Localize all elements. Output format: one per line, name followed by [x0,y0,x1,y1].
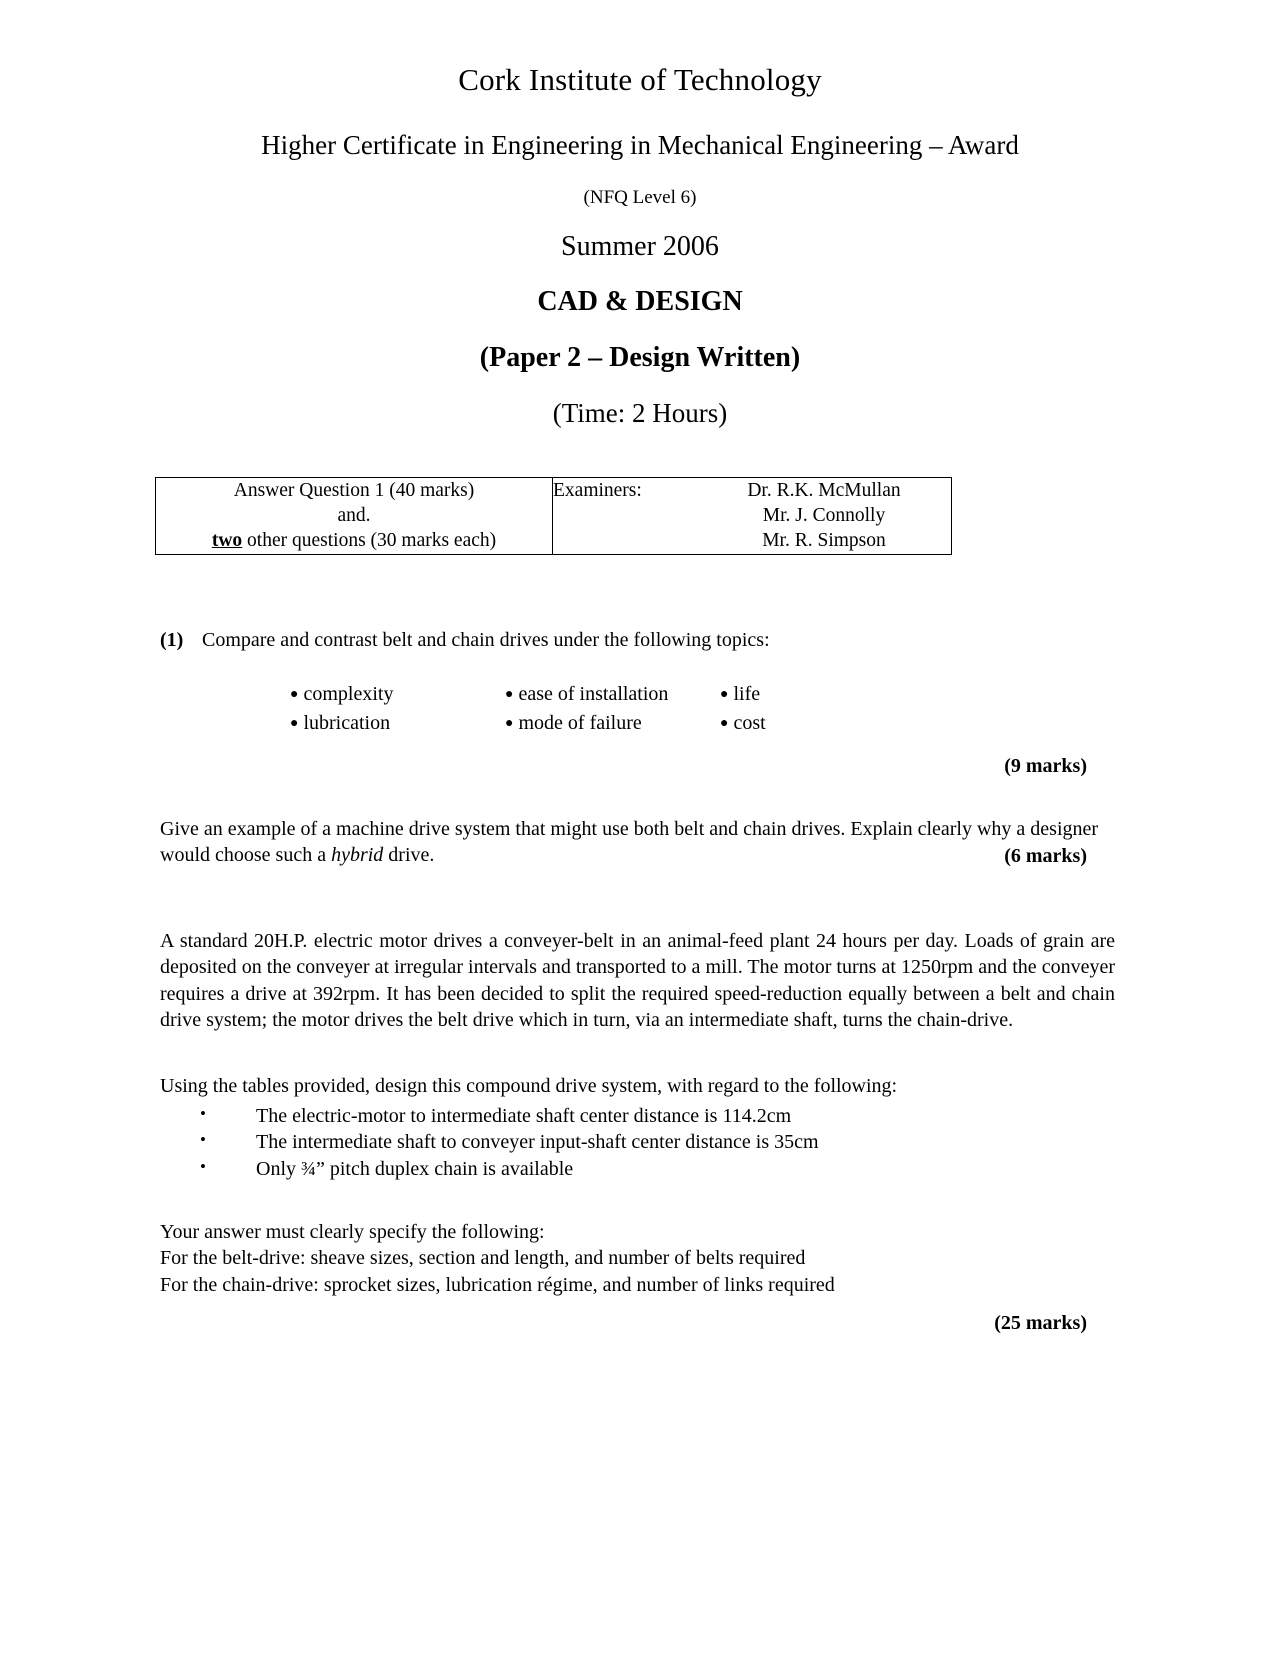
instruction-line-3-rest: other questions (30 marks each) [242,530,497,552]
instruction-line-1: Answer Question 1 (40 marks) [233,480,475,502]
answer-spec-chain: For the chain-drive: sprocket sizes, lubrication régime, and number of links required [160,1273,835,1296]
hybrid-text-part-2: drive. [383,843,435,866]
topic-label: cost [733,711,766,734]
instruction-line-2: and. [337,505,371,527]
examiner-row-3 [553,528,951,553]
list-item: • The electric-motor to intermediate shaft center distance is 114.2cm [200,1104,1115,1130]
topic-label: mode of failure [518,711,642,734]
exam-info-table [155,477,952,554]
design-requirements-list [160,1104,1115,1183]
topic-item [505,680,720,708]
question-number: (1) [160,628,184,651]
exam-duration: (Time: 2 Hours) [552,398,728,429]
instruction-emphasis: two [211,530,243,552]
examiner-name: Dr. R.K. McMullan [747,480,901,502]
nfq-level: (NFQ Level 6) [583,186,697,208]
paper-title: (Paper 2 – Design Written) [479,341,801,373]
bullet-icon: ● [290,715,299,731]
question-body [0,627,1280,1337]
scenario-paragraph: A standard 20H.P. electric motor drives a conveyer-belt in an animal-feed plant 24 hours per day. Loads of grain are deposited on the conveyer at irregular intervals and transported to a mill. The motor turns at 1250rpm and the conveyer requires a drive at 392rpm. It has been decided to split the required speed-reduction equally between a belt and chain drive system; the motor drives the belt drive which in turn, via an intermediate shaft, turns the chain-drive. [160,929,1115,1032]
topic-label: lubrication [303,711,391,734]
exam-info-table-wrapper [0,477,1280,554]
bullet-icon: ● [720,687,729,703]
marks-hybrid: (6 marks) [1004,845,1087,868]
topic-label: complexity [303,683,394,706]
topic-label: ease of installation [518,683,669,706]
topic-label: life [733,683,761,706]
examiners-label: Examiners: [553,480,642,502]
examiner-row-1 [553,478,951,503]
topics-column-2 [505,680,720,737]
answer-specification [160,1219,1115,1299]
instruction-line-3 [156,528,552,553]
topic-item [290,680,505,708]
examiners-cell [553,478,952,554]
bullet-icon: ● [290,687,299,703]
marks-topics: (9 marks) [1004,754,1087,777]
instructions-cell [156,478,553,554]
bullet-icon: ● [505,687,514,703]
page-header [0,0,1280,429]
list-item: • The intermediate shaft to conveyer input-shaft center distance is 35cm [200,1130,1115,1156]
topics-list [160,680,1115,737]
subject-title: CAD & DESIGN [537,285,743,317]
topics-column-3 [720,680,870,737]
hybrid-text-part-1: Give an example of a machine drive system that might use both belt and chain drives. Explain clearly why a designer would choose such a [160,817,1099,866]
list-item: • Only ¾” pitch duplex chain is available [200,1157,1115,1183]
table-row [156,478,952,554]
question-stem: Compare and contrast belt and chain drives under the following topics: [202,628,770,651]
design-intro: Using the tables provided, design this compound drive system, with regard to the following: [160,1075,898,1098]
topic-item [720,680,870,708]
hybrid-emphasis: hybrid [331,843,384,866]
examiner-name: Mr. R. Simpson [762,530,886,552]
examiner-name: Mr. J. Connolly [762,505,886,527]
bullet-icon: ● [720,715,729,731]
institution-name: Cork Institute of Technology [458,62,822,97]
examiners-label-spacer [553,503,703,528]
answer-spec-belt: For the belt-drive: sheave sizes, section and length, and number of belts required [160,1247,806,1270]
topic-item [290,709,505,737]
examiner-row-2 [553,503,951,528]
topic-item [720,709,870,737]
bullet-icon: ● [505,715,514,731]
marks-design: (25 marks) [994,1312,1087,1335]
award-title: Higher Certificate in Engineering in Mechanical Engineering – Award [261,129,1019,160]
question-1-stem-line [160,627,1115,654]
topics-column-1 [290,680,505,737]
answer-spec-intro: Your answer must clearly specify the following: [160,1220,545,1243]
topic-item [505,709,720,737]
exam-session: Summer 2006 [561,230,719,262]
examiners-label-spacer [553,528,703,553]
